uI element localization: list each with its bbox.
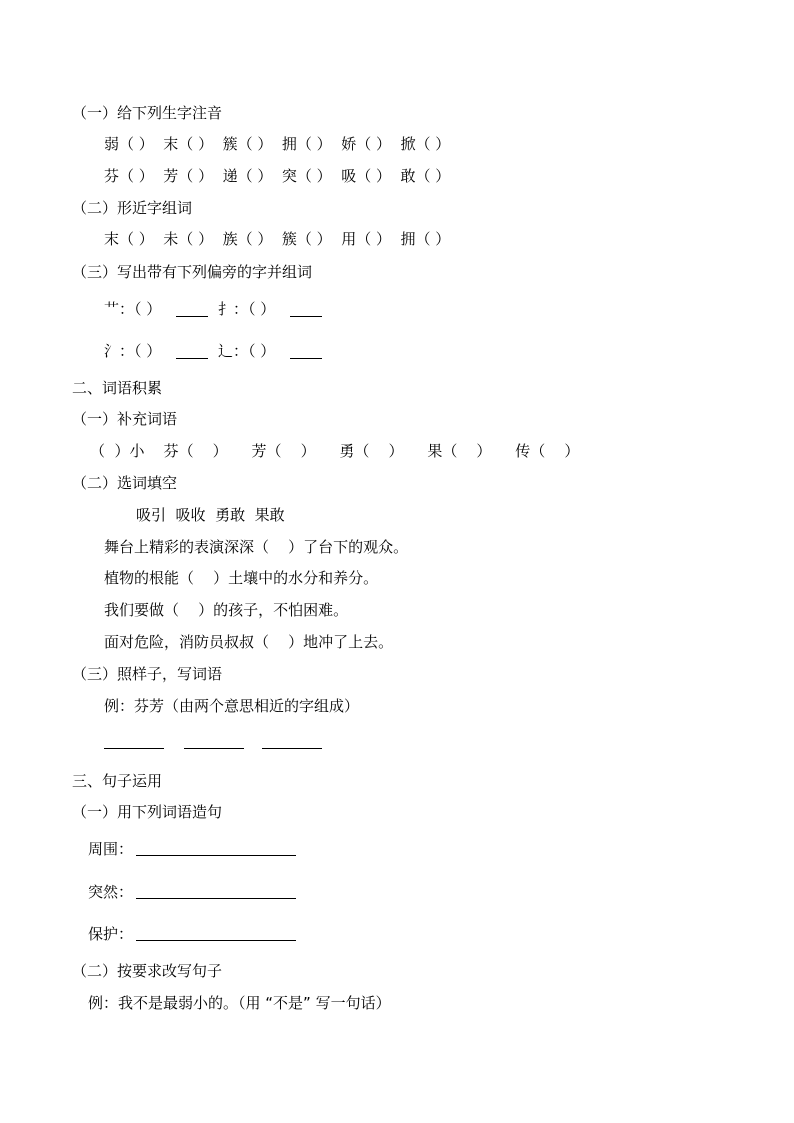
word-options: 吸引 吸收 勇敢 果敢 xyxy=(136,506,285,524)
pinyin-row-1: 弱（ ） 末（ ） 簇（ ） 拥（ ） 娇（ ） 掀（ ） xyxy=(104,135,451,153)
sentence-answer-line[interactable] xyxy=(136,940,296,941)
answer-line[interactable] xyxy=(176,316,208,317)
answer-line[interactable] xyxy=(104,748,164,749)
radical-item-shou: 扌：（ ） xyxy=(218,300,276,318)
rewrite-example: 例：我不是最弱小的。（用 “不是” 写一句话） xyxy=(88,994,391,1012)
answer-line[interactable] xyxy=(290,358,322,359)
answer-line[interactable] xyxy=(290,316,322,317)
radical-item-zou: 辶：（ ） xyxy=(218,342,276,360)
pinyin-row-2: 芬（ ） 芳（ ） 递（ ） 突（ ） 吸（ ） 敢（ ） xyxy=(104,167,451,185)
similar-chars-row: 末（ ） 未（ ） 族（ ） 簇（ ） 用（ ） 拥（ ） xyxy=(104,230,451,248)
sentence-word-1: 周围： xyxy=(88,840,134,858)
answer-line[interactable] xyxy=(184,748,244,749)
fill-question-4: 面对危险，消防员叔叔（ ）地冲了上去。 xyxy=(104,633,394,651)
section-heading-complete-words: （一）补充词语 xyxy=(72,410,178,428)
radical-item-shui: 氵：（ ） xyxy=(104,342,162,360)
section-heading-pinyin: （一）给下列生字注音 xyxy=(72,104,223,122)
fill-question-2: 植物的根能（ ）土壤中的水分和养分。 xyxy=(104,569,379,587)
section-title-vocabulary: 二、词语积累 xyxy=(72,379,163,397)
answer-line[interactable] xyxy=(262,748,322,749)
section-heading-follow-example: （三）照样子，写词语 xyxy=(72,665,223,683)
section-title-sentences: 三、句子运用 xyxy=(72,772,163,790)
sentence-word-3: 保护： xyxy=(88,925,134,943)
section-heading-make-sentence: （一）用下列词语造句 xyxy=(72,803,223,821)
sentence-answer-line[interactable] xyxy=(136,855,296,856)
section-heading-fill-blank: （二）选词填空 xyxy=(72,474,178,492)
example-word: 例：芬芳（由两个意思相近的字组成） xyxy=(104,697,360,715)
section-heading-radicals: （三）写出带有下列偏旁的字并组词 xyxy=(72,263,313,281)
answer-line[interactable] xyxy=(176,358,208,359)
sentence-answer-line[interactable] xyxy=(136,898,296,899)
complete-words-row: （ ）小 芬（ ） 芳（ ） 勇（ ） 果（ ） 传（ ） xyxy=(90,442,580,460)
fill-question-3: 我们要做（ ）的孩子，不怕困难。 xyxy=(104,601,349,619)
radical-item-cao: 艹：（ ） xyxy=(104,300,162,318)
fill-question-1: 舞台上精彩的表演深深（ ）了台下的观众。 xyxy=(104,538,409,556)
sentence-word-2: 突然： xyxy=(88,883,134,901)
section-heading-similar-chars: （二）形近字组词 xyxy=(72,199,193,217)
section-heading-rewrite: （二）按要求改写句子 xyxy=(72,962,223,980)
